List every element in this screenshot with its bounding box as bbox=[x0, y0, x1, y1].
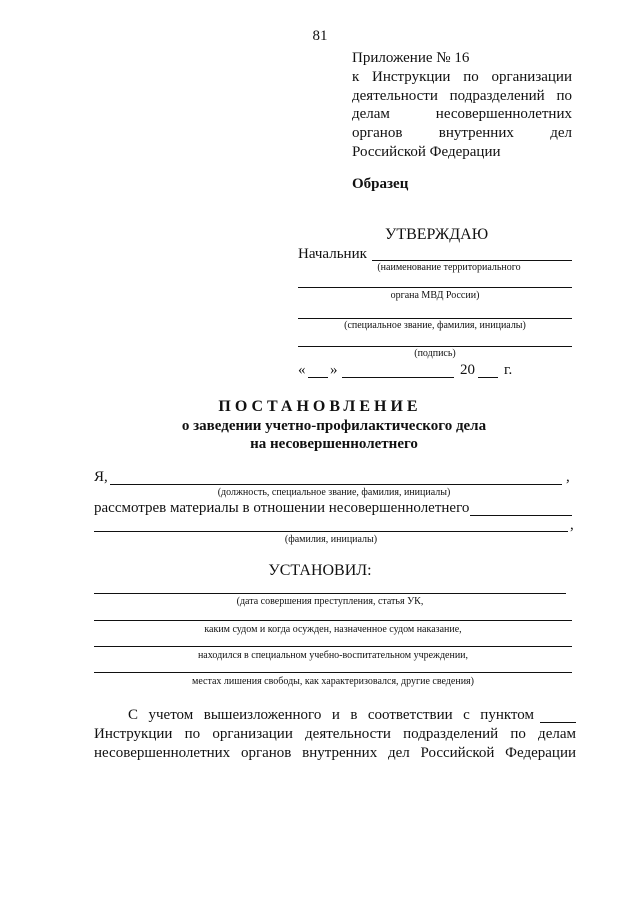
paragraph-line-1: С учетом вышеизложенного и в соответствии с пунктом bbox=[128, 707, 534, 723]
caption-crime: (дата совершения преступления, статья УК, bbox=[236, 596, 424, 607]
signature-line bbox=[298, 346, 572, 347]
caption-court: каким судом и когда осужден, назначенное судом наказание, bbox=[204, 624, 462, 635]
minor-name-line-2 bbox=[94, 531, 568, 532]
year-prefix: 20 bbox=[460, 362, 475, 378]
prison-line bbox=[94, 672, 572, 673]
crime-line bbox=[94, 593, 566, 594]
caption-prison: местах лишения свободы, как характеризовался, другие сведения) bbox=[192, 676, 474, 687]
official-line bbox=[110, 484, 562, 485]
caption-rank: (специальное звание, фамилия, инициалы) bbox=[344, 320, 526, 331]
appendix-line: органов внутренних дел bbox=[352, 125, 572, 141]
appendix-line: делам несовершеннолетних bbox=[352, 106, 572, 122]
institution-line bbox=[94, 646, 572, 647]
court-line bbox=[94, 620, 572, 621]
unit-line-2 bbox=[298, 287, 572, 288]
comma: , bbox=[566, 469, 570, 485]
title-main: ПОСТАНОВЛЕНИЕ bbox=[218, 398, 422, 415]
rank-line bbox=[298, 318, 572, 319]
clause-number-line bbox=[540, 722, 576, 723]
page-number: 81 bbox=[312, 28, 328, 44]
chief-label: Начальник bbox=[298, 246, 367, 262]
paragraph-line-3: несовершеннолетних органов внутренних дел Российской Федерации bbox=[94, 745, 576, 761]
date-year-line bbox=[478, 377, 498, 378]
sample-label: Образец bbox=[352, 176, 409, 192]
chief-unit-line bbox=[372, 260, 572, 261]
appendix-title: Приложение № 16 bbox=[352, 50, 470, 66]
date-open-quote: « bbox=[298, 362, 306, 378]
caption-signature: (подпись) bbox=[414, 348, 456, 359]
appendix-line: к Инструкции по организации bbox=[352, 69, 572, 85]
title-sub-2: на несовершеннолетнего bbox=[250, 436, 418, 452]
minor-name-line-1 bbox=[470, 515, 572, 516]
caption-name: (фамилия, инициалы) bbox=[284, 534, 378, 545]
appendix-line: деятельности подразделений по bbox=[352, 88, 572, 104]
i-label: Я, bbox=[94, 469, 108, 485]
year-suffix: г. bbox=[504, 362, 513, 378]
caption-institution: находился в специальном учебно-воспитательном учреждении, bbox=[197, 650, 469, 661]
date-day-line bbox=[308, 377, 328, 378]
reviewed-text: рассмотрев материалы в отношении несовершеннолетнего bbox=[94, 500, 470, 516]
approval-heading: УТВЕРЖДАЮ bbox=[385, 226, 489, 243]
caption-unit-2: органа МВД России) bbox=[390, 290, 480, 301]
comma: , bbox=[570, 517, 574, 533]
caption-position: (должность, специальное звание, фамилия, инициалы) bbox=[217, 487, 451, 498]
established-heading: УСТАНОВИЛ: bbox=[268, 562, 372, 579]
title-sub-1: о заведении учетно-профилактического дела bbox=[181, 418, 487, 434]
paragraph-line-2: Инструкции по организации деятельности подразделений по делам bbox=[94, 726, 576, 742]
date-month-line bbox=[342, 377, 454, 378]
appendix-line: Российской Федерации bbox=[352, 144, 501, 160]
caption-unit-1: (наименование территориального bbox=[377, 262, 521, 273]
date-close-quote: » bbox=[330, 362, 338, 378]
